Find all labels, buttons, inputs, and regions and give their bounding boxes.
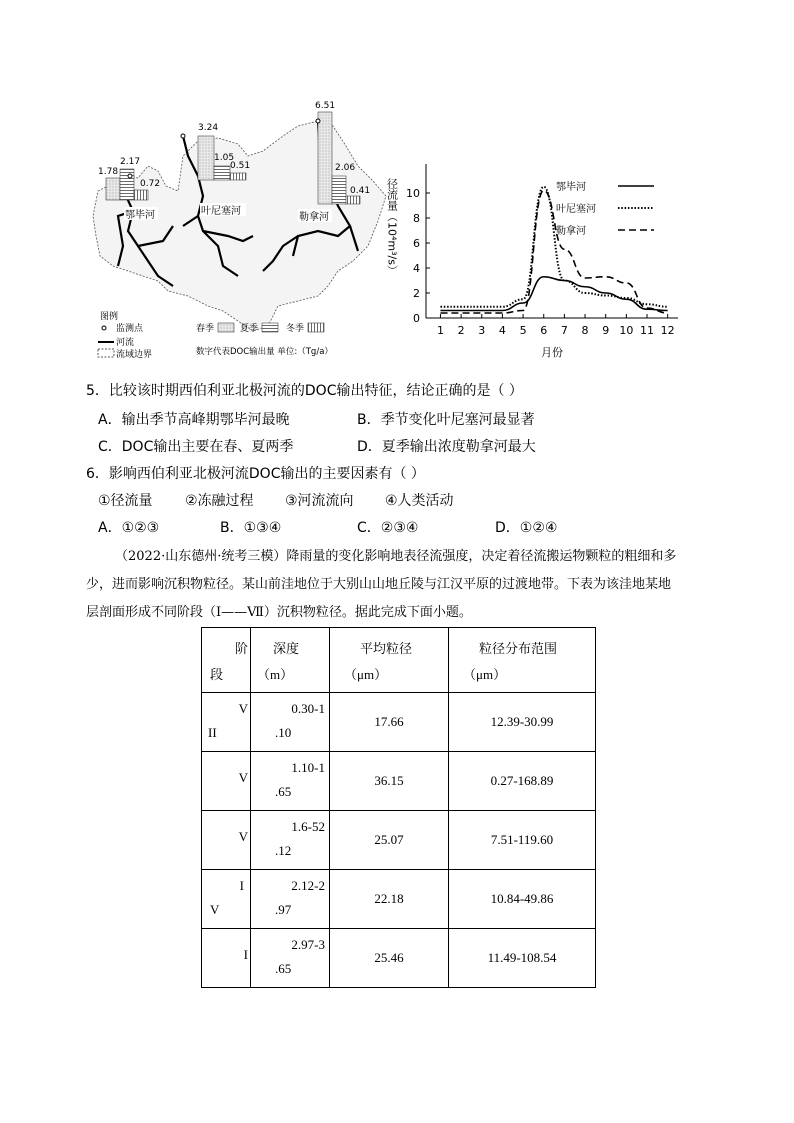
stage-part-1: V	[238, 701, 248, 716]
lena-winter-bar	[346, 196, 360, 204]
yenisei-summer-value: 1.05	[214, 153, 235, 163]
q6-option-b[interactable]: B．①③④	[220, 520, 282, 536]
header-stage	[202, 628, 251, 693]
basin-boundary	[93, 121, 386, 331]
ob-winter-bar	[134, 190, 148, 200]
y-tick-label: 10	[406, 187, 420, 200]
ob-station-icon	[128, 174, 132, 178]
grain-size-range: 12.39-30.99	[449, 693, 596, 752]
x-tick-label: 4	[498, 324, 506, 337]
legend-title: 图例	[100, 312, 119, 322]
x-tick-label: 7	[560, 324, 568, 337]
x-tick-label: 12	[660, 324, 675, 337]
legend-winter: 冬季	[286, 324, 305, 334]
lena-label: 勒拿河	[299, 212, 329, 223]
header-depth-a: 深度	[273, 641, 300, 656]
yenisei-summer-bar	[214, 166, 230, 180]
legend-summer-swatch	[262, 323, 278, 332]
series-line-2	[440, 187, 667, 307]
lena-summer-bar	[332, 176, 346, 204]
yenisei-spring-value: 3.24	[198, 123, 219, 133]
depth-part-1: 2.97-3	[291, 937, 325, 952]
lena-station-icon	[316, 119, 320, 123]
header-mean-a: 平均粒径	[360, 641, 413, 656]
x-tick-label: 3	[478, 324, 486, 337]
x-tick-label: 10	[619, 324, 634, 337]
passage-line-2: 少，进而影响沉积物粒径。某山前洼地位于大别山山地丘陵与江汉平原的过渡地带。下表为该洼地某地	[86, 577, 672, 592]
depth-part-2: .10	[275, 725, 292, 740]
legend-label-2: 叶尼塞河	[556, 204, 596, 215]
stage-part-1: V	[238, 770, 248, 785]
q6-stem: 6．影响西伯利亚北极河流DOC输出的主要因素有（ ）	[86, 466, 425, 482]
x-tick-label: 2	[457, 324, 465, 337]
passage-line-3: 层剖面形成不同阶段（Ⅰ——Ⅶ）沉积物粒径。据此完成下面小题。	[86, 605, 472, 620]
q5-stem: 5．比较该时期西伯利亚北极河流的DOC输出特征，结论正确的是（ ）	[86, 383, 523, 399]
legend-station-icon	[102, 326, 106, 330]
lena-summer-value: 2.06	[335, 163, 356, 173]
grain-size-range: 11.49-108.54	[449, 929, 596, 988]
grain-size-range: 7.51-119.60	[449, 811, 596, 870]
legend-boundary-icon	[98, 349, 114, 357]
mean-grain-size: 22.18	[330, 870, 449, 929]
x-tick-label: 6	[540, 324, 548, 337]
series-line-1	[440, 277, 667, 311]
q5-option-d[interactable]: D．夏季输出浓度勒拿河最大	[357, 439, 536, 455]
lena-spring-bar	[318, 112, 332, 204]
passage-line-1: （2022·山东德州·统考三模）降雨量的变化影响地表径流强度，决定着径流搬运物颗粒的粗细和多	[115, 549, 677, 564]
yenisei-spring-bar	[198, 136, 214, 180]
depth-part-2: .65	[275, 961, 292, 976]
x-axis-label: 月份	[541, 346, 563, 359]
ob-winter-value: 0.72	[140, 179, 161, 189]
yenisei-station-icon	[181, 134, 185, 138]
legend-river: 河流	[116, 338, 135, 348]
ob-label: 鄂毕河	[125, 210, 155, 221]
depth-part-2: .65	[275, 784, 292, 799]
depth-part-2: .97	[275, 902, 292, 917]
legend-label-1: 鄂毕河	[556, 182, 586, 193]
q5-option-c[interactable]: C．DOC输出主要在春、夏两季	[98, 439, 294, 455]
header-stage-b: 段	[210, 667, 224, 682]
header-depth-b: （m）	[257, 667, 294, 682]
header-mean-b: （μm）	[344, 667, 388, 682]
x-tick-label: 9	[602, 324, 610, 337]
yenisei-winter-bar	[230, 173, 246, 180]
table-row	[202, 752, 596, 811]
grain-size-range: 10.84-49.86	[449, 870, 596, 929]
stage-part-2: II	[208, 725, 217, 740]
table-header-row	[202, 628, 596, 693]
legend-note: 数字代表DOC输出量 单位:（Tg/a）	[196, 347, 333, 357]
depth-part-2: .12	[275, 843, 292, 858]
ob-spring-bar	[106, 178, 120, 200]
q6-factor-4: ④人类活动	[385, 493, 454, 509]
runoff-line-chart	[378, 150, 690, 365]
yenisei-winter-value: 0.51	[230, 161, 251, 171]
mean-grain-size: 17.66	[330, 693, 449, 752]
q6-option-a[interactable]: A．①②③	[98, 520, 160, 536]
q6-option-d[interactable]: D．①②④	[495, 520, 558, 536]
y-tick-label: 8	[413, 212, 420, 225]
siberia-river-map	[88, 96, 393, 358]
q6-option-c[interactable]: C．②③④	[357, 520, 419, 536]
q6-factor-1: ①径流量	[98, 493, 153, 509]
x-tick-label: 1	[436, 324, 444, 337]
depth-part-1: 0.30-1	[291, 701, 325, 716]
ob-summer-value: 2.17	[120, 157, 141, 167]
x-tick-label: 5	[519, 324, 527, 337]
depth-part-1: 1.10-1	[291, 760, 325, 775]
stage-part-1: V	[238, 829, 248, 844]
legend-spring-swatch	[218, 323, 234, 332]
legend-spring: 春季	[196, 324, 215, 334]
legend-station: 监测点	[116, 324, 144, 334]
legend-label-3: 勒拿河	[556, 226, 586, 237]
depth-part-1: 2.12-2	[291, 878, 325, 893]
y-tick-label: 0	[413, 312, 420, 325]
x-tick-label: 8	[581, 324, 589, 337]
ob-summer-bar	[120, 169, 134, 200]
lena-winter-value: 0.41	[350, 186, 371, 196]
stage-part-1: I	[239, 878, 244, 893]
legend-summer: 夏季	[240, 324, 259, 334]
table-row	[202, 693, 596, 752]
stage-part-2: V	[210, 902, 220, 917]
grain-size-range: 0.27-168.89	[449, 752, 596, 811]
q5-option-b[interactable]: B．季节变化叶尼塞河最显著	[357, 412, 535, 428]
y-axis-label: 径流量（10⁴m³/s）	[385, 178, 399, 276]
y-tick-label: 2	[413, 287, 420, 300]
x-tick-label: 11	[640, 324, 655, 337]
header-range-b: （μm）	[463, 667, 507, 682]
legend-boundary: 流域边界	[116, 350, 153, 358]
q5-option-a[interactable]: A．输出季节高峰期鄂毕河最晚	[98, 412, 290, 428]
header-range	[449, 628, 596, 693]
mean-grain-size: 25.07	[330, 811, 449, 870]
series-line-3	[440, 191, 667, 314]
sediment-grain-size-table	[201, 627, 596, 988]
lena-spring-value: 6.51	[315, 101, 336, 111]
q6-factor-2: ②冻融过程	[185, 493, 254, 509]
header-depth	[251, 628, 330, 693]
table-row	[202, 870, 596, 929]
header-stage-a: 阶	[234, 641, 248, 656]
table-row	[202, 811, 596, 870]
y-tick-label: 6	[413, 237, 420, 250]
mean-grain-size: 25.46	[330, 929, 449, 988]
legend-winter-swatch	[308, 323, 324, 332]
q6-factor-3: ③河流流向	[285, 493, 354, 509]
yenisei-label: 叶尼塞河	[201, 206, 241, 217]
header-range-a: 粒径分布范围	[479, 641, 558, 656]
depth-part-1: 1.6-52	[291, 819, 325, 834]
table-row	[202, 929, 596, 988]
y-tick-label: 4	[413, 262, 420, 275]
mean-grain-size: 36.15	[330, 752, 449, 811]
stage-part-1: I	[243, 947, 248, 962]
header-mean	[330, 628, 449, 693]
ob-spring-value: 1.78	[98, 167, 119, 177]
